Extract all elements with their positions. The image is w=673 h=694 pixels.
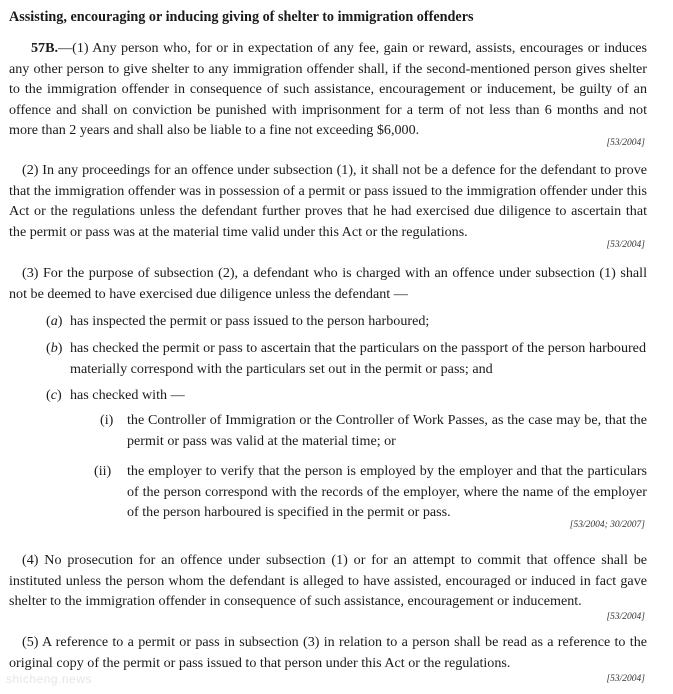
amendment-note-3: [53/2004; 30/2007] xyxy=(569,520,645,530)
sub-marker-ii: (ii) xyxy=(94,463,112,479)
list-item-c xyxy=(46,385,646,407)
paragraph-3: (3) For the purpose of subsection (2), a defendant who is charged with an offence under subsection (1) shall not be deemed to have exercised due diligence unless the defendant — xyxy=(9,265,647,302)
list-item-a-text: has inspected the permit or pass issued to the person harboured; xyxy=(70,313,430,329)
paragraph-1-text: —(1) Any person who, for or in expectation of any fee, gain or reward, assists, encourages or induces any other person to give shelter to any immigration offender shall, if the second-mentioned person gives shelter to the immigration offender in consequence of such assistance, encouragement or inducement, be guilty of an offence and shall on conviction be punished with imprisonment for a term of not less than 6 months and not more than 2 years and shall also be liable to a fine not exceeding $6,000. xyxy=(9,40,647,138)
amendment-note-2: [53/2004] xyxy=(606,240,645,250)
amendment-note-1: [53/2004] xyxy=(606,138,645,148)
amendment-note-5: [53/2004] xyxy=(606,674,645,684)
list-marker-b: (b) xyxy=(46,340,63,356)
list-item-b-text: has checked the permit or pass to ascertain that the particulars on the passport of the person harboured materially correspond with the particulars set out in the permit or pass; and xyxy=(70,340,646,377)
sub-item-ii xyxy=(94,461,647,525)
paragraph-1 xyxy=(9,38,647,141)
sub-item-i xyxy=(100,410,647,454)
sub-marker-i: (i) xyxy=(100,412,114,428)
list-item-b xyxy=(46,338,646,382)
list-marker-c: (c) xyxy=(46,387,62,403)
sub-item-ii-text: the employer to verify that the person is employed by the employer and that the particulars of the person correspond with the records of the employer, where the name of the employer of the person harboured is specified in the permit or pass. xyxy=(127,463,647,520)
watermark: shicheng.news xyxy=(6,672,92,686)
sub-item-i-text: the Controller of Immigration or the Controller of Work Passes, as the case may be, that the permit or pass was valid at the material time; or xyxy=(127,412,647,449)
paragraph-5: (5) A reference to a permit or pass in subsection (3) in relation to a person shall be read as a reference to the original copy of the permit or pass issued to that person under this Act or the regulations. xyxy=(9,634,647,671)
paragraph-4: (4) No prosecution for an offence under subsection (1) or for an attempt to commit that offence shall be instituted unless the person whom the defendant is alleged to have assisted, encouraged or induced in fact gave shelter to the immigration offender in consequence of such assistance, encouragement or inducement. xyxy=(9,552,647,609)
list-marker-a: (a) xyxy=(46,313,63,329)
list-item-c-text: has checked with — xyxy=(70,387,185,403)
section-heading: Assisting, encouraging or inducing giving of shelter to immigration offenders xyxy=(9,9,474,25)
list-item-a xyxy=(46,311,646,333)
section-number: 57B. xyxy=(31,40,59,56)
amendment-note-4: [53/2004] xyxy=(606,612,645,622)
paragraph-2: (2) In any proceedings for an offence under subsection (1), it shall not be a defence for the defendant to prove that the immigration offender was in possession of a permit or pass issued to the immigration offender under this Act or the regulations unless the defendant further proves that he had exercised due diligence to ascertain that the permit or pass was at the material time valid under this Act or the regulations. xyxy=(9,162,647,240)
